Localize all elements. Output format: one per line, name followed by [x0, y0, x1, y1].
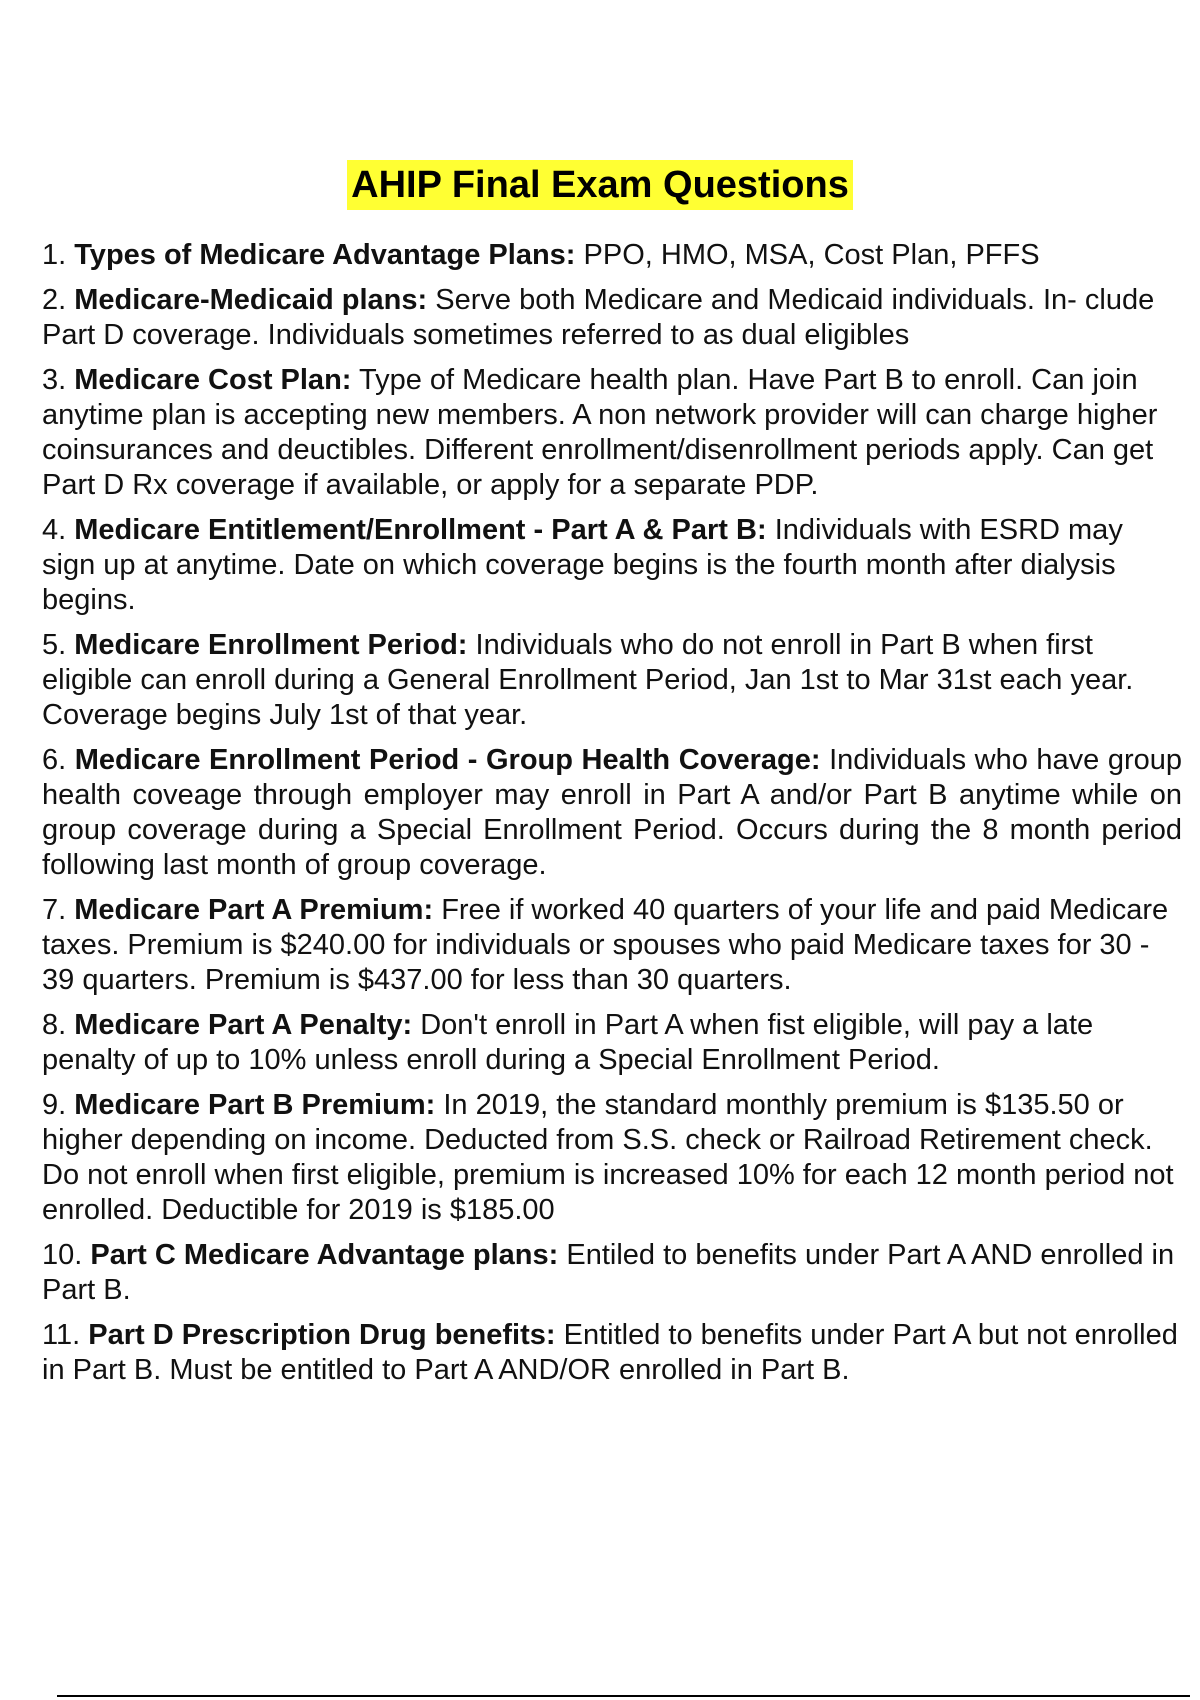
question-list: [42, 238, 1182, 1398]
question-text: Individuals who do not enroll in Part B when first eligible can enroll during a General Enrollment Period, Jan 1st to Mar 31st each year. Coverage begins July 1st of that year.: [42, 629, 1134, 731]
question-number: 5.: [42, 629, 67, 661]
question-number: 6.: [42, 744, 67, 776]
question-term: Medicare Entitlement/Enrollment - Part A & Part B:: [74, 514, 767, 546]
footer-divider: [57, 1695, 1190, 1697]
question-number: 11.: [42, 1319, 81, 1351]
question-item: [42, 893, 1182, 998]
question-term: Medicare Part A Premium:: [74, 894, 434, 926]
question-term: Medicare Part B Premium:: [74, 1089, 436, 1121]
question-item: [42, 743, 1182, 883]
question-text: Serve both Medicare and Medicaid individuals. In- clude Part D coverage. Individuals sometimes referred to as dual eligibles: [42, 284, 1155, 351]
question-number: 10.: [42, 1239, 83, 1271]
question-item: [42, 1318, 1182, 1388]
question-text: In 2019, the standard monthly premium is $135.50 or higher depending on income. Deducted from S.S. check or Railroad Retirement check. Do not enroll when first eligible, premium is increased 10% for each 12 month period not enrolled. Deductible for 2019 is $185.00: [42, 1089, 1174, 1226]
question-term: Medicare Enrollment Period:: [74, 629, 468, 661]
title-container: [0, 160, 1200, 210]
question-item: [42, 628, 1182, 733]
question-text: Free if worked 40 quarters of your life and paid Medicare taxes. Premium is $240.00 for individuals or spouses who paid Medicare taxes for 30 - 39 quarters. Premium is $437.00 for less than 30 quarters.: [42, 894, 1169, 996]
question-item: [42, 1008, 1182, 1078]
question-number: 7.: [42, 894, 67, 926]
question-item: [42, 283, 1182, 353]
question-term: Types of Medicare Advantage Plans:: [74, 239, 576, 271]
question-term: Part C Medicare Advantage plans:: [90, 1239, 559, 1271]
question-item: [42, 1238, 1182, 1308]
question-number: 2.: [42, 284, 67, 316]
question-term: Medicare-Medicaid plans:: [74, 284, 428, 316]
question-text: Individuals with ESRD may sign up at anytime. Date on which coverage begins is the fourth month after dialysis begins.: [42, 514, 1123, 616]
document-title: AHIP Final Exam Questions: [347, 160, 853, 210]
question-term: Medicare Part A Penalty:: [74, 1009, 413, 1041]
question-text: Individuals who have group health coveage through employer may enroll in Part A and/or Part B anytime while on group coverage during a Special Enrollment Period. Occurs during the 8 month period following last month of group coverage.: [42, 744, 1182, 881]
question-item: [42, 513, 1182, 618]
question-text: Entiled to benefits under Part A AND enrolled in Part B.: [42, 1239, 1175, 1306]
question-number: 9.: [42, 1089, 67, 1121]
question-item: [42, 1088, 1182, 1228]
question-number: 3.: [42, 364, 67, 396]
question-term: Medicare Enrollment Period - Group Health Coverage:: [74, 744, 821, 776]
question-text: Don't enroll in Part A when fist eligible, will pay a late penalty of up to 10% unless enroll during a Special Enrollment Period.: [42, 1009, 1094, 1076]
question-term: Medicare Cost Plan:: [74, 364, 352, 396]
question-text: PPO, HMO, MSA, Cost Plan, PFFS: [583, 239, 1040, 271]
question-text: Entitled to benefits under Part A but not enrolled in Part B. Must be entitled to Part A AND/OR enrolled in Part B.: [42, 1319, 1178, 1386]
question-item: [42, 363, 1182, 503]
question-text: Type of Medicare health plan. Have Part B to enroll. Can join anytime plan is accepting new members. A non network provider will can charge higher coinsurances and deuctibles. Different enrollment/disenrollment periods apply. Can get Part D Rx coverage if available, or apply for a separate PDP.: [42, 364, 1158, 501]
question-number: 1.: [42, 239, 67, 271]
question-number: 4.: [42, 514, 67, 546]
question-number: 8.: [42, 1009, 67, 1041]
question-item: [42, 238, 1182, 273]
question-term: Part D Prescription Drug benefits:: [88, 1319, 556, 1351]
